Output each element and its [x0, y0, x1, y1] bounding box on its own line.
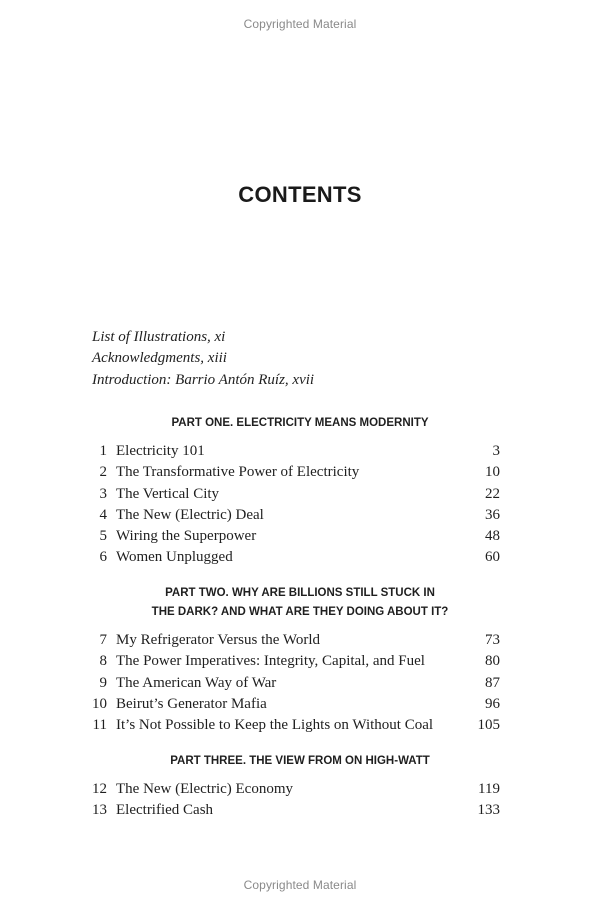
chapter-number: 11: [92, 717, 107, 734]
chapter-number: 13: [92, 802, 107, 819]
chapter-page: 60: [485, 549, 500, 566]
chapter-row[interactable]: [0, 694, 600, 715]
chapter-row[interactable]: [0, 505, 600, 526]
part-heading-line: PART THREE. THE VIEW FROM ON HIGH-WATT: [170, 755, 430, 767]
chapter-number: 1: [99, 443, 107, 459]
chapter-number: 2: [99, 464, 107, 481]
chapter-title: Electrified Cash: [116, 802, 214, 819]
front-matter-item: List of Illustrations, xi: [92, 329, 226, 345]
page-title: CONTENTS: [238, 182, 362, 207]
chapter-row[interactable]: [0, 715, 600, 736]
chapter-list-part-one: [0, 441, 600, 569]
chapter-page: 119: [478, 781, 500, 797]
chapter-page: 10: [485, 464, 500, 481]
chapter-page: 133: [477, 802, 500, 819]
chapter-row[interactable]: [0, 800, 600, 821]
part-heading-one: [0, 414, 600, 433]
chapter-number: 6: [99, 549, 107, 566]
chapter-number: 9: [99, 674, 107, 691]
chapter-title: Electricity 101: [116, 443, 205, 459]
chapter-title: The Transformative Power of Electricity: [116, 464, 360, 481]
chapter-number: 8: [99, 653, 107, 670]
chapter-number: 4: [99, 506, 107, 523]
chapter-number: 5: [99, 528, 107, 545]
chapter-page: 48: [485, 528, 500, 545]
chapter-title: The American Way of War: [116, 674, 277, 691]
chapter-list-part-two: [0, 630, 600, 736]
part-heading-line: PART ONE. ELECTRICITY MEANS MODERNITY: [171, 417, 429, 429]
chapter-row[interactable]: [0, 547, 600, 568]
chapter-list-part-three: [0, 779, 600, 822]
chapter-number: 7: [99, 632, 107, 648]
chapter-row[interactable]: [0, 484, 600, 505]
chapter-title: It’s Not Possible to Keep the Lights on Without Coal: [116, 717, 434, 734]
part-heading-line: THE DARK? AND WHAT ARE THEY DOING ABOUT IT?: [151, 606, 449, 618]
chapter-row[interactable]: [0, 441, 600, 462]
chapter-title: The Vertical City: [116, 485, 220, 502]
chapter-row[interactable]: [0, 630, 600, 651]
part-heading-line: PART TWO. WHY ARE BILLIONS STILL STUCK IN: [165, 587, 435, 599]
front-matter-item: Introduction: Barrio Antón Ruíz, xvii: [92, 371, 315, 388]
chapter-title: Women Unplugged: [116, 549, 233, 566]
chapter-row[interactable]: [0, 526, 600, 547]
chapter-title: The New (Electric) Deal: [116, 506, 264, 523]
copyright-watermark-bottom: Copyrighted Material: [243, 878, 357, 892]
front-matter-item: Acknowledgments, xiii: [92, 350, 227, 367]
chapter-page: 87: [485, 674, 500, 691]
chapter-row[interactable]: [0, 462, 600, 483]
chapter-title: The New (Electric) Economy: [116, 781, 294, 797]
chapter-row[interactable]: [0, 673, 600, 694]
chapter-title: My Refrigerator Versus the World: [116, 632, 321, 648]
chapter-title: The Power Imperatives: Integrity, Capital, and Fuel: [116, 653, 425, 670]
chapter-number: 3: [99, 485, 107, 502]
chapter-row[interactable]: [0, 651, 600, 672]
chapter-page: 3: [492, 443, 500, 459]
chapter-page: 36: [485, 506, 500, 523]
chapter-number: 12: [92, 781, 107, 797]
chapter-page: 105: [477, 717, 500, 734]
chapter-page: 80: [485, 653, 500, 670]
chapter-title: Wiring the Superpower: [116, 528, 257, 545]
part-heading-two: [0, 584, 600, 622]
chapter-page: 73: [485, 632, 500, 648]
front-matter-list: [92, 327, 314, 391]
chapter-row[interactable]: [0, 779, 600, 800]
chapter-number: 10: [92, 695, 107, 712]
copyright-watermark-top: Copyrighted Material: [243, 17, 357, 31]
chapter-page: 96: [485, 695, 500, 712]
chapter-page: 22: [485, 485, 500, 502]
chapter-title: Beirut’s Generator Mafia: [116, 695, 267, 712]
part-heading-three: [0, 752, 600, 771]
